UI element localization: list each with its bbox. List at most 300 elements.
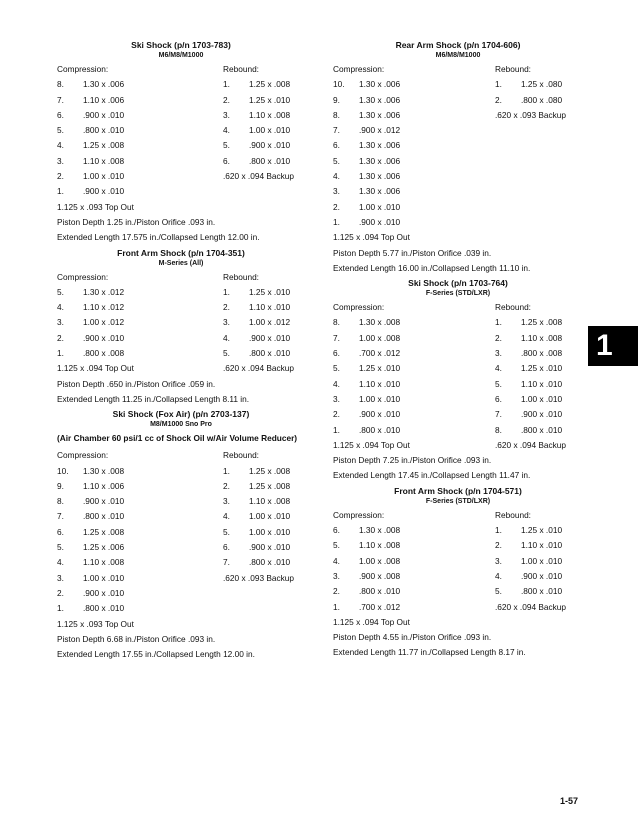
compression-cell (333, 554, 400, 569)
rebound-value: 1.25 x .008 (249, 79, 291, 90)
rebound-number: 6. (495, 393, 502, 404)
rebound-cell (223, 540, 290, 555)
rebound-number: 4. (495, 570, 502, 581)
section-subtitle: F-Series (STD/LXR) (425, 290, 491, 298)
compression-number: 2. (333, 586, 340, 597)
rebound-cell (495, 523, 562, 538)
rebound-number: 2. (495, 332, 502, 343)
valve-row (333, 392, 583, 407)
compression-number: 1. (333, 601, 340, 612)
valve-row (333, 600, 583, 615)
rebound-cell (223, 509, 290, 524)
compression-cell (333, 108, 400, 123)
spec-line: Extended Length 11.25 in./Collapsed Length 8.11 in. (57, 393, 250, 404)
section-note: (Air Chamber 60 psi/1 cc of Shock Oil w/Air Volume Reducer) (57, 433, 298, 444)
rebound-value: 1.25 x .008 (249, 465, 291, 476)
compression-value: 1.10 x .008 (83, 557, 125, 568)
compression-cell (333, 215, 400, 230)
rebound-cell (223, 154, 290, 169)
valve-row (333, 154, 583, 169)
compression-cell (333, 315, 400, 330)
compression-number: 6. (333, 140, 340, 151)
column-headers (333, 508, 583, 523)
rebound-number: 7. (223, 557, 230, 568)
compression-value: 1.10 x .006 (83, 94, 125, 105)
rebound-label: Rebound: (223, 271, 259, 282)
compression-value: 1.00 x .008 (359, 332, 401, 343)
section-subtitle: M6/M8/M1000 (158, 52, 204, 59)
spec-line: Piston Depth 6.68 in./Piston Orifice .093 in. (57, 633, 216, 644)
compression-cell (333, 93, 400, 108)
compression-number: 2. (57, 171, 64, 182)
rebound-cell (495, 377, 562, 392)
rebound-value: .900 x .010 (249, 140, 291, 151)
compression-cell (57, 169, 124, 184)
rebound-label: Rebound: (495, 302, 531, 313)
compression-number: 8. (333, 317, 340, 328)
rebound-value: 1.10 x .010 (521, 378, 563, 389)
compression-value: 1.30 x .006 (359, 171, 401, 182)
rebound-value: .620 x .094 Backup (495, 601, 567, 612)
compression-value: 1.30 x .006 (359, 155, 401, 166)
compression-cell (57, 555, 124, 570)
rebound-cell (495, 569, 562, 584)
compression-number: 2. (57, 332, 64, 343)
rebound-label: Rebound: (495, 64, 531, 74)
compression-number: 3. (57, 317, 64, 328)
rebound-cell (495, 331, 562, 346)
rebound-cell (495, 538, 562, 553)
compression-value: 1.30 x .008 (359, 317, 401, 328)
compression-value: .700 x .012 (359, 348, 401, 359)
compression-number: 5. (57, 125, 64, 136)
rebound-cell (223, 525, 290, 540)
valve-row (333, 138, 583, 153)
rebound-number: 5. (495, 586, 502, 597)
compression-number: 3. (333, 570, 340, 581)
compression-value: 1.00 x .008 (359, 555, 401, 566)
compression-number: 6. (333, 525, 340, 536)
spec-line: Piston Depth 1.25 in./Piston Orifice .093 in. (57, 216, 216, 227)
compression-cell (57, 601, 124, 616)
spec-line: Piston Depth 7.25 in./Piston Orifice .093 in. (333, 455, 492, 466)
compression-cell (57, 586, 124, 601)
spec-line: Extended Length 17.45 in./Collapsed Length 11.47 in. (333, 470, 531, 481)
section-title: Ski Shock (Fox Air) (p/n 2703-137) (112, 409, 250, 420)
compression-cell (57, 138, 124, 153)
rebound-cell (223, 361, 294, 376)
compression-cell (333, 377, 400, 392)
compression-value: .900 x .012 (359, 125, 401, 136)
compression-value: 1.10 x .008 (359, 540, 401, 551)
rebound-value: .620 x .094 Backup (495, 439, 567, 450)
spec-line: Piston Depth 5.77 in./Piston Orifice .039 in. (333, 247, 492, 258)
valve-row (333, 554, 583, 569)
right-column (333, 40, 583, 661)
compression-value: 1.30 x .006 (359, 79, 401, 90)
rebound-number: 1. (223, 465, 230, 476)
rebound-number: 5. (495, 378, 502, 389)
compression-value: 1.30 x .006 (359, 94, 401, 105)
compression-cell (57, 571, 124, 586)
compression-cell (57, 154, 124, 169)
rebound-number: 2. (223, 480, 230, 491)
compression-cell (333, 346, 400, 361)
rebound-label: Rebound: (223, 64, 259, 74)
column-headers (57, 62, 305, 77)
compression-value: 1.10 x .006 (83, 480, 125, 491)
valve-row (57, 77, 305, 92)
compression-cell (57, 494, 124, 509)
rebound-number: 1. (495, 525, 502, 536)
rebound-value: 1.10 x .010 (521, 540, 563, 551)
spec-line: 1.125 x .093 Top Out (57, 618, 134, 629)
compression-number: 7. (333, 332, 340, 343)
shock-section (57, 40, 305, 246)
rebound-cell (495, 423, 562, 438)
valve-row (57, 525, 305, 540)
rebound-cell (223, 331, 290, 346)
compression-value: .800 x .010 (359, 424, 401, 435)
rebound-number: 4. (223, 125, 230, 136)
compression-number: 10. (57, 465, 69, 476)
compression-value: 1.30 x .006 (83, 79, 125, 90)
compression-number: 6. (57, 526, 64, 537)
rebound-number: 3. (223, 496, 230, 507)
valve-row (57, 346, 305, 361)
rebound-number: 3. (223, 317, 230, 328)
compression-cell (333, 154, 400, 169)
shock-section (333, 278, 583, 484)
rebound-cell (495, 600, 566, 615)
compression-number: 9. (57, 480, 64, 491)
valve-row (57, 586, 305, 601)
compression-number: 1. (57, 348, 64, 359)
page-number: 1-57 (560, 796, 579, 806)
compression-value: 1.00 x .012 (83, 317, 125, 328)
compression-cell (333, 523, 400, 538)
valve-row (57, 571, 305, 586)
valve-row (333, 184, 583, 199)
rebound-number: 2. (495, 540, 502, 551)
compression-cell (333, 361, 400, 376)
shock-section (333, 486, 583, 661)
rebound-value: 1.10 x .010 (249, 302, 291, 313)
valve-row (57, 361, 305, 376)
rebound-cell (495, 361, 562, 376)
rebound-value: .900 x .010 (521, 409, 563, 420)
spec-line: 1.125 x .094 Top Out (333, 232, 410, 243)
rebound-number: 6. (223, 542, 230, 553)
compression-value: .800 x .010 (83, 603, 125, 614)
compression-value: 1.30 x .006 (359, 109, 401, 120)
section-title: Front Arm Shock (p/n 1704-351) (117, 247, 245, 258)
compression-cell (333, 438, 410, 453)
compression-cell (57, 285, 124, 300)
compression-value: 1.30 x .008 (359, 525, 401, 536)
compression-number: 7. (57, 94, 64, 105)
compression-value: 1.00 x .010 (83, 171, 125, 182)
compression-number: 5. (333, 155, 340, 166)
valve-row (333, 200, 583, 215)
compression-number: 4. (57, 557, 64, 568)
rebound-value: .620 x .093 Backup (495, 109, 567, 120)
rebound-value: 1.00 x .010 (249, 125, 291, 136)
compression-cell (57, 361, 134, 376)
compression-value: 1.25 x .008 (83, 526, 125, 537)
compression-cell (57, 315, 124, 330)
rebound-value: 1.10 x .008 (249, 496, 291, 507)
rebound-cell (223, 169, 294, 184)
rebound-number: 6. (223, 155, 230, 166)
compression-value: 1.25 x .008 (83, 140, 125, 151)
compression-value: .900 x .010 (83, 186, 125, 197)
rebound-label: Rebound: (223, 450, 259, 461)
rebound-value: .800 x .010 (249, 557, 291, 568)
valve-row (333, 377, 583, 392)
compression-value: 1.10 x .010 (359, 378, 401, 389)
rebound-number: 5. (223, 526, 230, 537)
compression-number: 3. (333, 186, 340, 197)
rebound-number: 3. (495, 555, 502, 566)
rebound-value: 1.25 x .010 (249, 286, 291, 297)
compression-cell (333, 169, 400, 184)
rebound-value: .800 x .080 (521, 94, 563, 105)
compression-number: 7. (333, 125, 340, 136)
compression-value: 1.30 x .012 (83, 286, 125, 297)
spec-line: Piston Depth 4.55 in./Piston Orifice .093 in. (333, 632, 492, 643)
compression-number: 2. (57, 587, 64, 598)
compression-number: 3. (333, 393, 340, 404)
compression-cell (57, 184, 124, 199)
rebound-value: .800 x .010 (249, 155, 291, 166)
compression-number: 9. (333, 94, 340, 105)
compression-cell (333, 331, 400, 346)
valve-row (57, 300, 305, 315)
valve-row (333, 423, 583, 438)
shock-section (57, 409, 305, 662)
compression-cell (57, 509, 124, 524)
valve-row (333, 346, 583, 361)
compression-number: 8. (57, 79, 64, 90)
valve-row (333, 93, 583, 108)
compression-number: 10. (333, 79, 345, 90)
compression-label: Compression: (333, 302, 385, 313)
section-title: Rear Arm Shock (p/n 1704-606) (395, 40, 521, 50)
rebound-number: 3. (495, 348, 502, 359)
compression-value: 1.00 x .010 (359, 201, 401, 212)
compression-value: 1.10 x .008 (83, 155, 125, 166)
compression-cell (333, 538, 400, 553)
section-title: Ski Shock (p/n 1703-764) (408, 278, 508, 289)
rebound-cell (495, 93, 562, 108)
column-headers (57, 448, 305, 463)
spec-line: Piston Depth .650 in./Piston Orifice .059 in. (57, 378, 216, 389)
rebound-value: .620 x .094 Backup (223, 171, 295, 182)
rebound-value: 1.25 x .080 (521, 79, 563, 90)
rebound-cell (495, 346, 562, 361)
compression-value: .900 x .010 (83, 496, 125, 507)
compression-number: 4. (333, 555, 340, 566)
compression-value: .700 x .012 (359, 601, 401, 612)
rebound-number: 2. (223, 302, 230, 313)
compression-number: 1. (57, 603, 64, 614)
rebound-number: 1. (495, 317, 502, 328)
compression-label: Compression: (333, 509, 385, 520)
rebound-cell (223, 138, 290, 153)
section-subtitle: M8/M1000 Sno Pro (150, 421, 212, 429)
compression-number: 8. (57, 496, 64, 507)
rebound-value: .800 x .008 (521, 348, 563, 359)
rebound-number: 4. (495, 363, 502, 374)
compression-cell (57, 479, 124, 494)
compression-cell (57, 525, 124, 540)
compression-cell (333, 138, 400, 153)
compression-number: 2. (333, 201, 340, 212)
valve-row (333, 108, 583, 123)
valve-row (333, 538, 583, 553)
rebound-number: 4. (223, 332, 230, 343)
rebound-number: 5. (223, 140, 230, 151)
rebound-value: .800 x .010 (521, 424, 563, 435)
rebound-number: 3. (223, 109, 230, 120)
compression-label: Compression: (333, 64, 385, 74)
compression-number: 8. (333, 109, 340, 120)
column-headers (333, 300, 583, 315)
rebound-cell (495, 407, 562, 422)
rebound-value: .620 x .094 Backup (223, 363, 295, 374)
compression-cell (57, 93, 124, 108)
section-title: Front Arm Shock (p/n 1704-571) (394, 485, 522, 496)
column-headers (57, 270, 305, 285)
rebound-cell (223, 346, 290, 361)
rebound-cell (223, 123, 290, 138)
valve-row (333, 407, 583, 422)
compression-number: 1. (57, 186, 64, 197)
compression-cell (333, 123, 400, 138)
rebound-cell (495, 315, 562, 330)
rebound-value: 1.25 x .008 (521, 317, 563, 328)
valve-row (333, 315, 583, 330)
valve-row (57, 108, 305, 123)
rebound-number: 1. (223, 79, 230, 90)
rebound-cell (223, 77, 290, 92)
rebound-value: 1.25 x .010 (521, 525, 563, 536)
rebound-cell (495, 392, 562, 407)
chapter-tab: 1 (588, 326, 638, 366)
valve-row (57, 464, 305, 479)
valve-row (57, 315, 305, 330)
compression-number: 4. (333, 171, 340, 182)
compression-cell (333, 569, 400, 584)
rebound-number: 8. (495, 424, 502, 435)
spec-line: Extended Length 17.575 in./Collapsed Length 12.00 in. (57, 232, 260, 243)
rebound-value: .800 x .010 (249, 348, 291, 359)
rebound-value: .800 x .010 (521, 586, 563, 597)
valve-row (57, 138, 305, 153)
valve-row (57, 540, 305, 555)
compression-value: 1.25 x .010 (359, 363, 401, 374)
valve-row (333, 123, 583, 138)
rebound-value: .900 x .010 (249, 542, 291, 553)
compression-value: .900 x .010 (359, 409, 401, 420)
compression-number: 4. (333, 378, 340, 389)
rebound-value: .900 x .010 (521, 570, 563, 581)
valve-row (333, 215, 583, 230)
valve-row (333, 523, 583, 538)
compression-cell (333, 407, 400, 422)
rebound-value: 1.00 x .012 (249, 317, 291, 328)
valve-row (333, 584, 583, 599)
rebound-value: 1.00 x .010 (521, 393, 563, 404)
compression-value: 1.125 x .094 Top Out (57, 363, 134, 374)
rebound-value: .900 x .010 (249, 332, 291, 343)
rebound-cell (223, 479, 290, 494)
rebound-cell (223, 285, 290, 300)
rebound-number: 2. (495, 94, 502, 105)
valve-row (333, 169, 583, 184)
compression-label: Compression: (57, 271, 109, 282)
compression-cell (57, 300, 124, 315)
valve-row (57, 169, 305, 184)
compression-number: 5. (57, 286, 64, 297)
compression-cell (57, 77, 124, 92)
compression-number: 3. (57, 572, 64, 583)
section-subtitle: M6/M8/M1000 (435, 52, 481, 59)
compression-number: 3. (57, 155, 64, 166)
rebound-cell (223, 93, 290, 108)
compression-cell (57, 123, 124, 138)
compression-value: 1.30 x .006 (359, 140, 401, 151)
valve-row (57, 494, 305, 509)
column-headers (333, 62, 583, 77)
spec-line: Extended Length 11.77 in./Collapsed Length 8.17 in. (333, 647, 526, 658)
rebound-value: 1.10 x .008 (249, 109, 291, 120)
compression-cell (333, 584, 400, 599)
rebound-cell (223, 464, 290, 479)
valve-row (333, 77, 583, 92)
compression-number: 7. (57, 511, 64, 522)
spec-line: 1.125 x .093 Top Out (57, 201, 134, 212)
compression-number: 1. (333, 424, 340, 435)
valve-row (57, 555, 305, 570)
compression-cell (57, 540, 124, 555)
compression-cell (333, 77, 400, 92)
compression-value: .900 x .010 (83, 332, 125, 343)
compression-value: 1.30 x .006 (359, 186, 401, 197)
rebound-number: 4. (223, 511, 230, 522)
compression-value: 1.25 x .006 (83, 542, 125, 553)
valve-row (57, 479, 305, 494)
rebound-cell (495, 554, 562, 569)
compression-number: 6. (333, 348, 340, 359)
compression-value: .800 x .010 (359, 586, 401, 597)
rebound-cell (223, 494, 290, 509)
compression-value: .800 x .008 (83, 348, 125, 359)
valve-row (333, 361, 583, 376)
compression-cell (333, 200, 400, 215)
compression-cell (57, 108, 124, 123)
shock-section (57, 248, 305, 408)
compression-cell (333, 423, 400, 438)
compression-cell (333, 184, 400, 199)
rebound-value: 1.00 x .010 (249, 511, 291, 522)
compression-cell (333, 600, 400, 615)
compression-number: 5. (333, 363, 340, 374)
rebound-cell (223, 108, 290, 123)
valve-row (57, 123, 305, 138)
compression-number: 4. (57, 302, 64, 313)
